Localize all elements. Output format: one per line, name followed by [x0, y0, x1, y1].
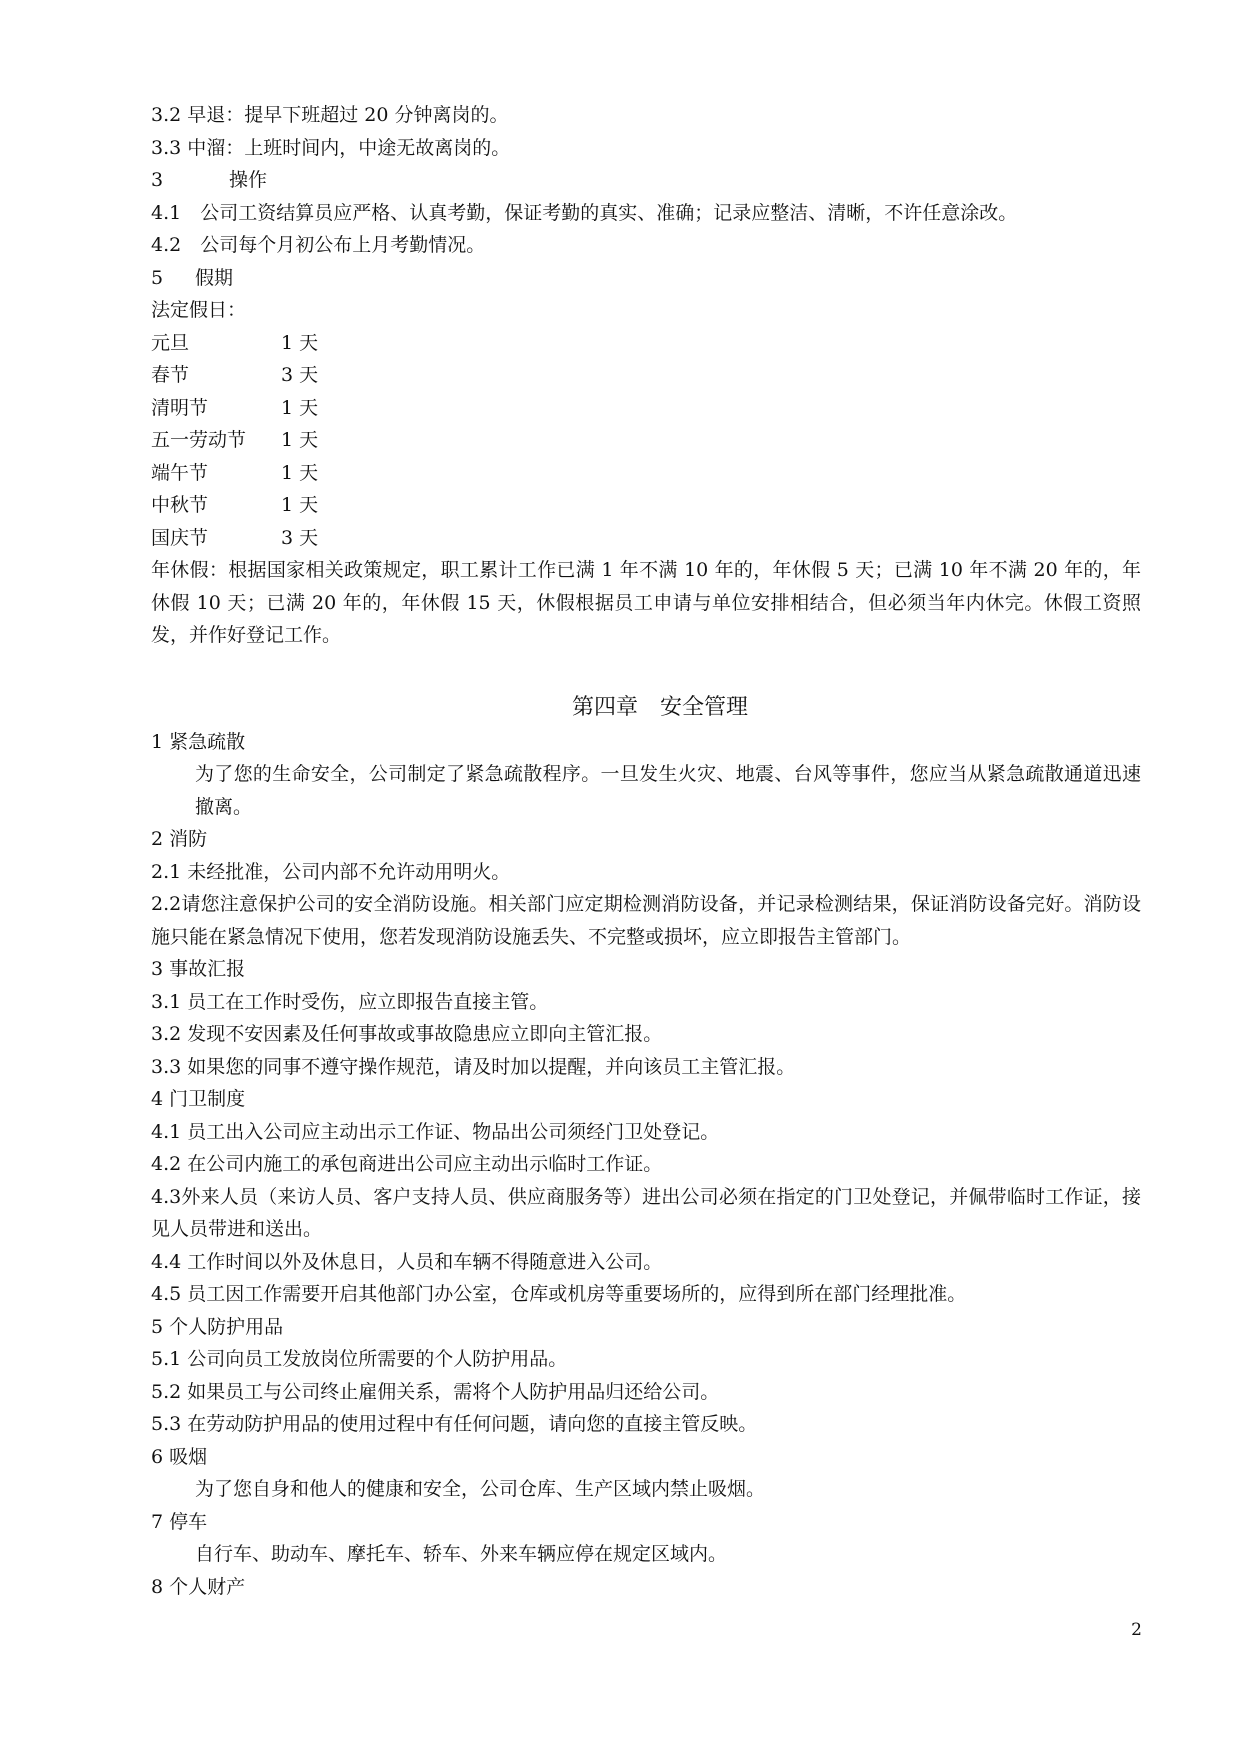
section-number: 3 [151, 169, 164, 191]
legal-holidays-label: 法定假日： [151, 299, 247, 321]
holiday-row [151, 392, 1141, 425]
holiday-days: 1 天 [281, 461, 319, 484]
holiday-row [151, 522, 1141, 555]
holiday-name: 五一劳动节 [151, 429, 247, 451]
clause-4-4: 4.4 工作时间以外及休息日，人员和车辆不得随意进入公司。 [151, 1250, 663, 1273]
section-heading-gate: 4 门卫制度 [151, 1088, 246, 1110]
clause-4-3: 4.3外来人员（来访人员、客户支持人员、供应商服务等）进出公司必须在指定的门卫处登记，并佩带临时工作证，接见人员带进和送出。 [151, 1185, 1141, 1240]
holiday-days: 1 天 [281, 331, 319, 354]
holiday-name: 中秋节 [151, 494, 209, 516]
section-heading-protection: 5 个人防护用品 [151, 1315, 284, 1338]
clause-4-1: 4.1 公司工资结算员应严格、认真考勤，保证考勤的真实、准确；记录应整洁、清晰，不许任意涂改。 [151, 201, 1018, 224]
section-title: 假期 [195, 266, 234, 289]
section-heading-evacuation: 1 紧急疏散 [151, 730, 246, 753]
holiday-days: 1 天 [281, 396, 319, 419]
section-number: 5 [151, 266, 164, 289]
clause-2-2: 2.2请您注意保护公司的安全消防设施。相关部门应定期检测消防设备，并记录检测结果，保证消防设备完好。消防设施只能在紧急情况下使用，您若发现消防设施丢失、不完整或损坏，应立即报告主管部门。 [151, 893, 1141, 948]
clause-4-2: 4.2 公司每个月初公布上月考勤情况。 [151, 234, 486, 256]
holiday-row [151, 359, 1141, 392]
holiday-days: 3 天 [281, 364, 319, 386]
section-heading-property: 8 个人财产 [151, 1575, 246, 1598]
clause-3-3: 3.3 中溜：上班时间内，中途无故离岗的。 [151, 136, 511, 159]
page-number: 2 [1131, 1620, 1142, 1640]
section-title: 操作 [229, 169, 268, 191]
holiday-row [151, 424, 1141, 457]
clause-5-1: 5.1 公司向员工发放岗位所需要的个人防护用品。 [151, 1348, 568, 1370]
holiday-row [151, 457, 1141, 490]
clause-5-2: 5.2 如果员工与公司终止雇佣关系，需将个人防护用品归还给公司。 [151, 1380, 720, 1403]
annual-leave-paragraph: 年休假：根据国家相关政策规定，职工累计工作已满 1 年不满 10 年的，年休假 5 天；已满 10 年不满 20 年的，年休假 10 天；已满 20 年的，年休假 15 天，休假根据员工申请与单位安排相结合，但必须当年内休完。休假工资照发，并作好登记工作。 [151, 559, 1141, 646]
section-heading-accident: 3 事故汇报 [151, 958, 246, 980]
document-body [151, 99, 1141, 1603]
holiday-name: 春节 [151, 364, 190, 386]
section-heading-parking: 7 停车 [151, 1510, 208, 1533]
section-heading-fire: 2 消防 [151, 828, 208, 850]
holiday-name: 端午节 [151, 461, 209, 484]
clause-3-2: 3.2 早退：提早下班超过 20 分钟离岗的。 [151, 104, 509, 126]
section-vacation-heading [151, 262, 1141, 295]
clause-3-2b: 3.2 发现不安因素及任何事故或事故隐患应立即向主管汇报。 [151, 1023, 663, 1045]
clause-4-2b: 4.2 在公司内施工的承包商进出公司应主动出示临时工作证。 [151, 1153, 663, 1175]
chapter-title: 第四章 安全管理 [571, 694, 748, 720]
clause-5-3: 5.3 在劳动防护用品的使用过程中有任何问题，请向您的直接主管反映。 [151, 1413, 758, 1435]
holiday-name: 清明节 [151, 396, 209, 419]
holiday-row [151, 327, 1141, 360]
section-operations-heading [151, 164, 1141, 197]
holiday-days: 1 天 [281, 494, 319, 516]
clause-3-3b: 3.3 如果您的同事不遵守操作规范，请及时加以提醒，并向该员工主管汇报。 [151, 1055, 796, 1078]
clause-3-1: 3.1 员工在工作时受伤，应立即报告直接主管。 [151, 990, 549, 1013]
smoking-paragraph: 为了您自身和他人的健康和安全，公司仓库、生产区域内禁止吸烟。 [195, 1478, 766, 1500]
parking-paragraph: 自行车、助动车、摩托车、轿车、外来车辆应停在规定区域内。 [195, 1543, 728, 1565]
holiday-name: 国庆节 [151, 526, 209, 549]
holiday-days: 3 天 [281, 526, 319, 549]
section-heading-smoking: 6 吸烟 [151, 1445, 208, 1468]
holiday-row [151, 489, 1141, 522]
clause-4-1b: 4.1 员工出入公司应主动出示工作证、物品出公司须经门卫处登记。 [151, 1120, 720, 1143]
evacuation-paragraph: 为了您的生命安全，公司制定了紧急疏散程序。一旦发生火灾、地震、台风等事件，您应当从紧急疏散通道迅速撤离。 [195, 763, 1141, 818]
clause-4-5: 4.5 员工因工作需要开启其他部门办公室，仓库或机房等重要场所的，应得到所在部门经理批准。 [151, 1283, 967, 1305]
holiday-days: 1 天 [281, 429, 319, 451]
holiday-name: 元旦 [151, 331, 190, 354]
clause-2-1: 2.1 未经批准，公司内部不允许动用明火。 [151, 860, 511, 883]
